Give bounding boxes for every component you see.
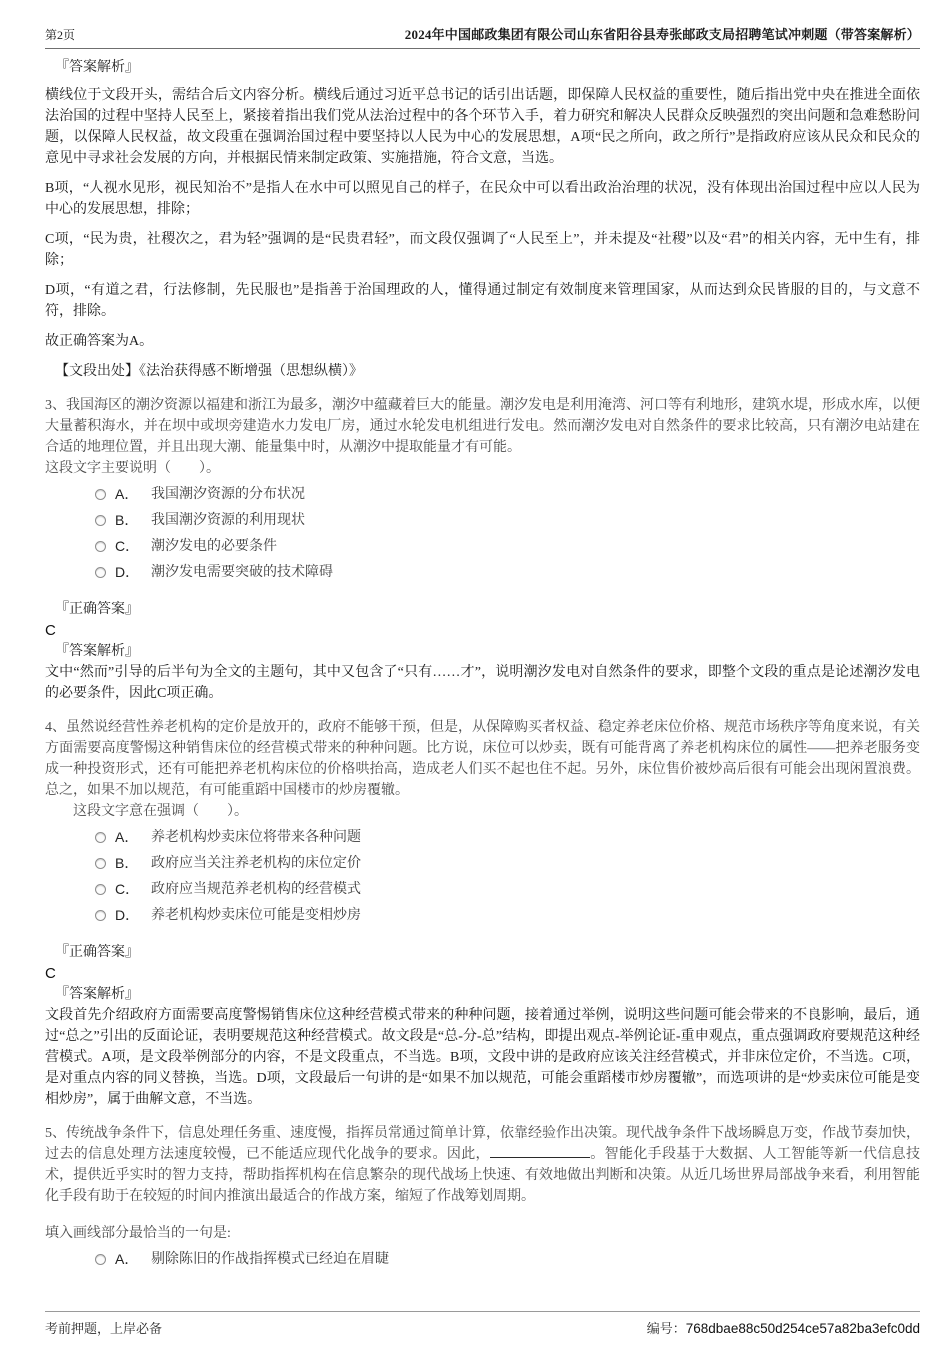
option-text: 我国潮汐资源的利用现状 <box>151 512 305 528</box>
question-4 <box>45 717 920 928</box>
question-3-answer-block <box>45 599 920 704</box>
option-row[interactable] <box>95 1246 920 1272</box>
radio-button[interactable] <box>95 1254 106 1265</box>
option-text: 潮汐发电的必要条件 <box>151 538 277 554</box>
option-text: 剔除陈旧的作战指挥模式已经迫在眉睫 <box>151 1251 389 1267</box>
option-row[interactable] <box>95 559 920 585</box>
question-4-stem: 4、虽然说经营性养老机构的定价是放开的，政府不能够干预，但是，从保障购买者权益、稳定养老床位价格、规范市场秩序等角度来说，有关方面需要高度警惕这种销售床位的经营模式带来的种种问题。比方说，床位可以炒卖，既有可能背离了养老机构床位的属性——把养老服务变成一种投资形式，还有可能把养老机构床位的价格哄抬高，造成老人们买不起也住不起。另外，床位售价被炒高后很有可能会出现闲置浪费。总之，如果不加以规范，有可能重蹈中国楼市的炒房覆辙。 <box>45 720 920 798</box>
option-text: 潮汐发电需要突破的技术障碍 <box>151 564 333 580</box>
option-row[interactable] <box>95 507 920 533</box>
option-row[interactable] <box>95 533 920 559</box>
radio-button[interactable] <box>95 910 106 921</box>
passage-source: 【文段出处】《法治获得感不断增强（思想纵横）》 <box>55 364 363 379</box>
option-letter: D． <box>115 906 140 923</box>
question-3-options <box>45 481 920 585</box>
question-5 <box>45 1123 920 1272</box>
correct-answer-value: C <box>45 622 56 639</box>
question-4-answer-block <box>45 942 920 1110</box>
radio-button[interactable] <box>95 858 106 869</box>
question-3-stem: 3、我国海区的潮汐资源以福建和浙江为最多，潮汐中蕴藏着巨大的能量。潮汐发电是利用淹湾、河口等有利地形，建筑水堤，形成水库，以便大量蓄积海水，并在坝中或坝旁建造水力发电厂房，通过水轮发电机组进行发电。然而潮汐发电对自然条件的要求比较高，只有潮汐电站建在合适的地理位置，并且出现大潮、能量集中时，从潮汐中提取能量才有可能。 <box>45 398 920 455</box>
correct-answer-value: C <box>45 965 56 982</box>
question-5-options <box>45 1246 920 1272</box>
question-4-prompt: 这段文字意在强调（ ）。 <box>73 804 248 819</box>
correct-answer-label: 『正确答案』 <box>55 945 139 960</box>
option-letter: D． <box>115 563 140 580</box>
option-text: 政府应当规范养老机构的经营模式 <box>151 881 361 897</box>
option-letter: B． <box>115 511 139 528</box>
option-row[interactable] <box>95 481 920 507</box>
analysis-paragraph-main: 横线位于文段开头，需结合后文内容分析。横线后通过习近平总书记的话引出话题，即保障人民权益的重要性，随后指出党中央在推进全面依法治国的过程中坚持人民至上，紧接着指出我们党从法治过程中的各个环节入手，着力研究和解决人民群众反映强烈的突出问题和急难愁盼问题，以保障人民权益，故文段重在强调治国过程中要坚持以人民为中心的发展思想，A项“民之所向，政之所行”是指政府应该从民众和民众的意见中寻求社会发展的方向，并根据民情来制定政策、实施措施，符合文意，当选。 <box>45 88 920 166</box>
document-content <box>45 57 920 1272</box>
question-3 <box>45 395 920 585</box>
footer-serial-label: 编号： <box>646 1321 686 1336</box>
option-row[interactable] <box>95 824 920 850</box>
analysis-label: 『答案解析』 <box>55 987 139 1002</box>
option-text: 养老机构炒卖床位将带来各种问题 <box>151 829 361 845</box>
question-5-stem <box>45 1123 920 1207</box>
option-letter: B． <box>115 854 139 871</box>
radio-button[interactable] <box>95 567 106 578</box>
analysis-paragraph-option-d: D项，“有道之君，行法修制，先民服也”是指善于治国理政的人，懂得通过制定有效制度来管理国家，从而达到众民皆服的目的，与文意不符，排除。 <box>45 283 920 319</box>
option-text: 我国潮汐资源的分布状况 <box>151 486 305 502</box>
question-3-prompt: 这段文字主要说明（ ）。 <box>45 461 220 476</box>
footer-serial <box>647 1318 920 1337</box>
option-letter: C． <box>115 537 140 554</box>
page-header <box>45 24 920 49</box>
option-text: 养老机构炒卖床位可能是变相炒房 <box>151 907 361 923</box>
radio-button[interactable] <box>95 541 106 552</box>
option-row[interactable] <box>95 902 920 928</box>
analysis-label: 『答案解析』 <box>55 644 139 659</box>
option-letter: A． <box>115 485 139 502</box>
question-4-options <box>45 824 920 928</box>
footer-serial-value: 768dbae88c50d254ce57a82ba3efc0dd <box>685 1321 920 1336</box>
question-5-prompt: 填入画线部分最恰当的一句是: <box>45 1226 231 1241</box>
answer-conclusion: 故正确答案为A。 <box>45 334 154 349</box>
option-row[interactable] <box>95 850 920 876</box>
option-letter: C． <box>115 880 140 897</box>
analysis-text: 文中“然而”引导的后半句为全文的主题句，其中又包含了“只有……才”，说明潮汐发电对自然条件的要求，即整个文段的重点是论述潮汐发电的必要条件，因此C项正确。 <box>45 665 920 701</box>
page-footer <box>45 1311 920 1337</box>
question-5-stem-after: 。智能化手段基于大数据、人工智能等新一代信息技术，提供近乎实时的智力支持，帮助指挥机构在信息繁杂的现代战场上快速、有效地做出判断和决策。从近几场世界局部战争来看，利用智能化手段有助于在较短的时间内推演出最适合的作战方案，缩短了作战筹划周期。 <box>45 1147 920 1204</box>
analysis-label: 『答案解析』 <box>55 60 139 75</box>
blank-underline <box>490 1145 590 1158</box>
document-title: 2024年中国邮政集团有限公司山东省阳谷县寿张邮政支局招聘笔试冲刺题（带答案解析） <box>404 27 920 42</box>
footer-slogan: 考前押题，上岸必备 <box>45 1321 163 1336</box>
option-letter: A． <box>115 1250 139 1267</box>
option-text: 政府应当关注养老机构的床位定价 <box>151 855 361 871</box>
analysis-paragraph-option-c: C项，“民为贵，社稷次之，君为轻”强调的是“民贵君轻”，而文段仅强调了“人民至上”，并未提及“社稷”以及“君”的相关内容，无中生有，排除； <box>45 232 920 268</box>
radio-button[interactable] <box>95 489 106 500</box>
radio-button[interactable] <box>95 832 106 843</box>
analysis-paragraph-option-b: B项，“人视水见形，视民知治不”是指人在水中可以照见自己的样子，在民众中可以看出政治治理的状况，没有体现出治国过程中应以人民为中心的发展思想，排除； <box>45 181 920 217</box>
option-letter: A． <box>115 828 139 845</box>
correct-answer-label: 『正确答案』 <box>55 602 139 617</box>
option-row[interactable] <box>95 876 920 902</box>
radio-button[interactable] <box>95 884 106 895</box>
question-5-stem-before: 5、传统战争条件下，信息处理任务重、速度慢，指挥员常通过简单计算，依靠经验作出决策。现代战争条件下战场瞬息万变，作战节奏加快，过去的信息处理方法速度较慢，已不能适应现代化战争的要求。因此， <box>45 1126 920 1162</box>
page-number: 第2页 <box>45 28 76 42</box>
analysis-text: 文段首先介绍政府方面需要高度警惕销售床位这种经营模式带来的种种问题，接着通过举例，说明这些问题可能会带来的不良影响，最后，通过“总之”引出的反面论证，表明要规范这种经营模式。故文段是“总-分-总”结构，即提出观点-举例论证-重申观点，重点强调政府要规范这种经营模式。A项，是文段举例部分的内容，不是文段重点，不当选。B项，文段中讲的是政府应该关注经营模式，并非床位定价，不当选。C项，是对重点内容的同义替换，当选。D项，文段最后一句讲的是“如果不加以规范，可能会重蹈楼市炒房覆辙”，而选项讲的是“炒卖床位可能是变相炒房”，属于曲解文意，不当选。 <box>45 1008 920 1107</box>
radio-button[interactable] <box>95 515 106 526</box>
